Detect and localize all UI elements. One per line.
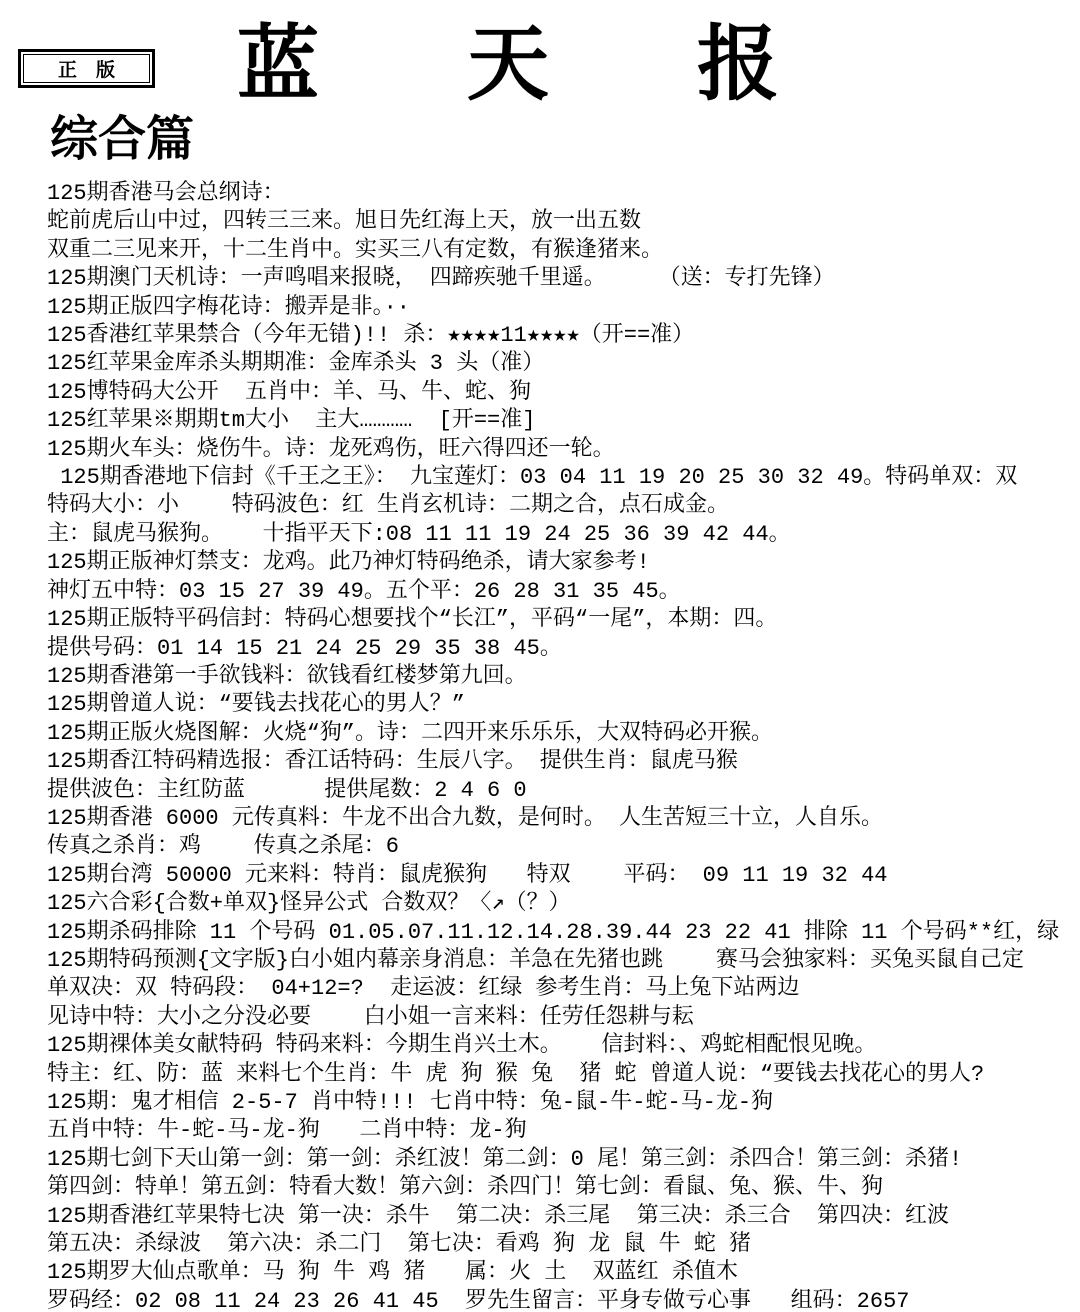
- text-line: 传真之杀肖：鸡 传真之杀尾：6: [47, 834, 400, 860]
- text-line: 125香港红苹果禁合（今年无错)!! 杀：★★★★11★★★★（开==准）: [47, 323, 695, 349]
- text-line: 125期杀码排除 11 个号码 01.05.07.11.12.14.28.39.44 23 22 41 排除 11 个号码**红，绿: [47, 919, 1060, 945]
- text-line: 提供波色：主红防蓝 提供尾数：2 4 6 0: [47, 777, 527, 803]
- text-line: 125期澳门天机诗：一声鸣唱来报晓， 四蹄疾驰千里遥。 （送：专打先锋）: [47, 266, 835, 292]
- text-line: 125期罗大仙点歌单：马 狗 牛 鸡 猪 属：火 土 双蓝红 杀值木: [47, 1260, 738, 1286]
- text-line: 125期火车头：烧伤牛。诗：龙死鸡伤，旺六得四还一轮。: [47, 436, 615, 462]
- text-line: 125期台湾 50000 元来料：特肖：鼠虎猴狗 特双 平码： 09 11 19 32 44: [47, 862, 888, 888]
- text-line: 125期香港红苹果特七决 第一决：杀牛 第二决：杀三尾 第三决：杀三合 第四决：红波: [47, 1203, 950, 1229]
- newspaper-title: 蓝天报: [237, 19, 928, 110]
- text-line: 125期正版四字梅花诗：搬弄是非。··: [47, 294, 411, 320]
- edition-badge: [18, 49, 155, 88]
- text-line: 神灯五中特：03 15 27 39 49。五个平：26 28 31 35 45。: [47, 578, 681, 604]
- text-line: 125期香江特码精选报：香江话特码：生辰八字。 提供生肖：鼠虎马猴: [47, 749, 738, 775]
- text-line: 罗码经：02 08 11 24 23 26 41 45 罗先生留言：平身专做亏心事 组码：2657: [47, 1288, 910, 1312]
- text-line: 提供号码：01 14 15 21 24 25 29 35 38 45。: [47, 635, 562, 661]
- text-line: 特主：红、防：蓝 来料七个生肖：牛 虎 狗 猴 兔 猪 蛇 曾道人说：“要钱去找花心的男人?: [47, 1061, 985, 1087]
- text-line: 125期特码预测{文字版}白小姐内幕亲身消息：羊急在先猪也跳 赛马会独家料：买兔买鼠自己定: [47, 947, 1024, 973]
- text-line: 第五决：杀绿波 第六决：杀二门 第七决：看鸡 狗 龙 鼠 牛 蛇 猪: [47, 1232, 752, 1258]
- text-line: 125期香港 6000 元传真料：牛龙不出合九数，是何时。 人生苦短三十立，人自乐。: [47, 805, 884, 831]
- text-line: 125期香港地下信封《千王之王》： 九宝莲灯：03 04 11 19 20 25 30 32 49。特码单双：双: [47, 465, 1018, 491]
- text-line: 特码大小：小 特码波色：红 生肖玄机诗：二期之合，点石成金。: [47, 493, 730, 519]
- text-line: 主：鼠虎马猴狗。 十指平天下:08 11 11 19 24 25 36 39 42 44。: [47, 521, 791, 547]
- text-line: 125红苹果※期期tm大小 主大………… [开==准]: [47, 408, 536, 434]
- text-line: 五肖中特：牛-蛇-马-龙-狗 二肖中特：龙-狗: [47, 1118, 527, 1144]
- text-line: 125红苹果金库杀头期期准：金库杀头 3 头（准）: [47, 351, 545, 377]
- text-line: 125期香港马会总纲诗：: [47, 181, 285, 206]
- text-line: 第四剑：特单！第五剑：特看大数！第六剑：杀四门！第七剑：看鼠、兔、猴、牛、狗: [47, 1175, 884, 1201]
- text-line: 单双决：双 特码段： 04+12=? 走运波：红绿 参考生肖：马上兔下站两边: [47, 976, 800, 1002]
- text-line: 125期曾道人说：“要钱去找花心的男人？”: [47, 692, 466, 718]
- text-line: 125期正版特平码信封：特码心想要找个“长江”，平码“一尾”，本期：四。: [47, 607, 778, 633]
- text-line: 125期：鬼才相信 2-5-7 肖中特!!! 七肖中特：兔-鼠-牛-蛇-马-龙-狗: [47, 1090, 774, 1115]
- text-line: 双重二三见来开，十二生肖中。实买三八有定数，有猴逢猪来。: [47, 237, 664, 263]
- edition-badge-label: 正 版: [23, 54, 150, 83]
- text-line: 见诗中特：大小之分没必要 白小姐一言来料：任劳任怨耕与耘: [47, 1004, 694, 1030]
- text-line: 125期裸体美女献特码 特码来料：今期生肖兴土木。 信封料：、鸡蛇相配恨见晚。: [47, 1033, 877, 1059]
- text-line: 125六合彩{合数+单双}怪异公式 合数双？〈↗（？）: [47, 891, 571, 917]
- section-title: 综合篇: [50, 113, 195, 166]
- text-line: 125博特码大公开 五肖中：羊、马、牛、蛇、狗: [47, 379, 532, 405]
- text-line: 125期正版火烧图解：火烧“狗”。诗：二四开来乐乐乐，大双特码必开猴。: [47, 720, 774, 746]
- text-line: 125期正版神灯禁支：龙鸡。此乃神灯特码绝杀，请大家参考!: [47, 550, 650, 576]
- body-lines: [47, 180, 1077, 1312]
- text-line: 125期香港第一手欲钱料：欲钱看红楼梦第九回。: [47, 663, 527, 689]
- text-line: 125期七剑下天山第一剑：第一剑：杀红波！第二剑：0 尾！第三剑：杀四合！第三剑：杀猪!: [47, 1146, 963, 1172]
- text-line: 蛇前虎后山中过，四转三三来。旭日先红海上天，放一出五数: [47, 209, 642, 235]
